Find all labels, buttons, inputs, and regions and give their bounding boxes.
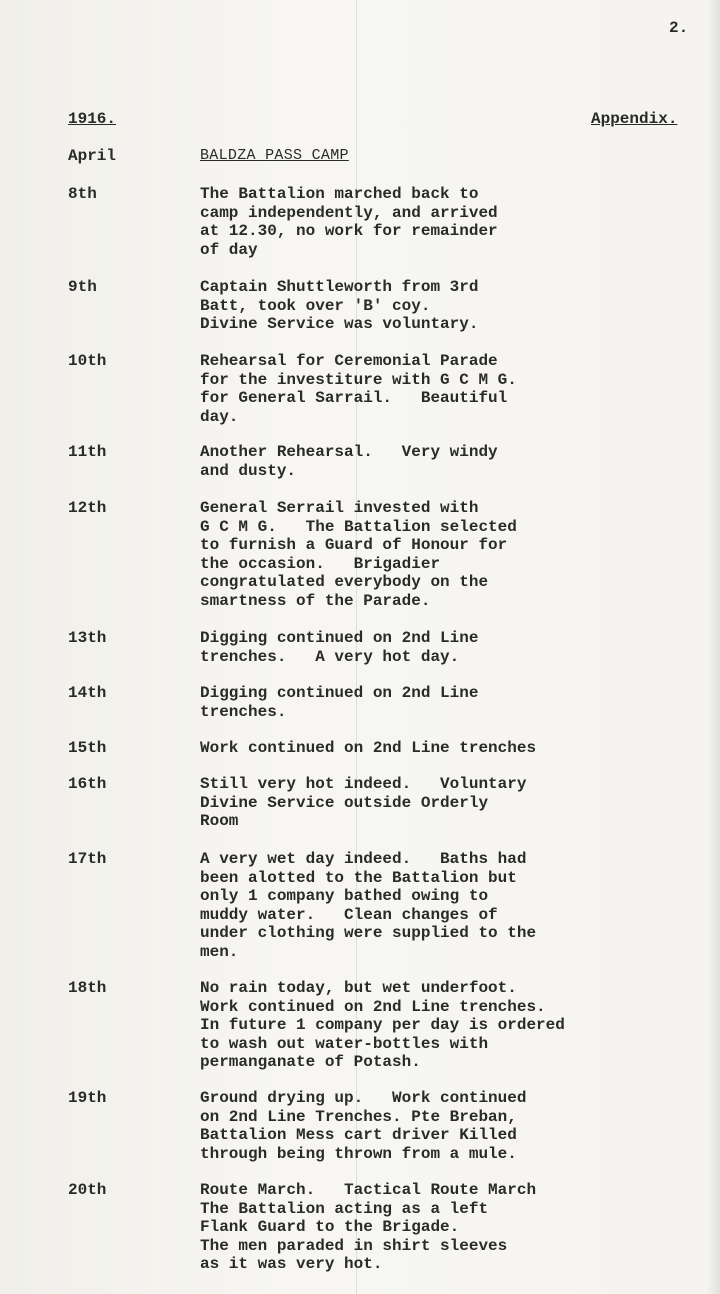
month-label: April — [68, 147, 117, 165]
year-heading: 1916. — [68, 110, 117, 128]
entry-text: Still very hot indeed. Voluntary Divine Service outside Orderly Room — [200, 775, 527, 831]
entry-text: Work continued on 2nd Line trenches — [200, 739, 537, 757]
entry-text: Digging continued on 2nd Line trenches. — [200, 684, 479, 721]
entry-date: 10th — [68, 352, 107, 370]
entry-date: 12th — [68, 499, 107, 517]
page-edge-shadow — [706, 0, 720, 1294]
entry-text: A very wet day indeed. Baths had been alotted to the Battalion but only 1 company bathed owing to muddy water. Clean changes of under clothing were supplied to the men. — [200, 850, 537, 961]
entry-date: 17th — [68, 850, 107, 868]
entry-date: 18th — [68, 979, 107, 997]
entry-text: Digging continued on 2nd Line trenches. A very hot day. — [200, 629, 479, 666]
entry-text: Another Rehearsal. Very windy and dusty. — [200, 443, 498, 480]
entry-date: 8th — [68, 185, 97, 203]
entry-date: 16th — [68, 775, 107, 793]
entry-date: 9th — [68, 278, 97, 296]
entry-date: 11th — [68, 443, 107, 461]
entry-text: No rain today, but wet underfoot. Work continued on 2nd Line trenches. In future 1 company per day is ordered to wash out water-bottles with permanganate of Potash. — [200, 979, 565, 1072]
entry-date: 14th — [68, 684, 107, 702]
entry-text: Ground drying up. Work continued on 2nd Line Trenches. Pte Breban, Battalion Mess cart driver Killed through being thrown from a mule. — [200, 1089, 527, 1163]
entry-text: Rehearsal for Ceremonial Parade for the investiture with G C M G. for General Sarrail. Beautiful day. — [200, 352, 517, 426]
location-heading: BALDZA PASS CAMP — [200, 147, 349, 164]
entry-text: Captain Shuttleworth from 3rd Batt, took over 'B' coy. Divine Service was voluntary. — [200, 278, 479, 334]
entry-text: The Battalion marched back to camp independently, and arrived at 12.30, no work for remainder of day — [200, 185, 498, 259]
entry-date: 20th — [68, 1181, 107, 1199]
entry-date: 13th — [68, 629, 107, 647]
appendix-heading: Appendix. — [591, 110, 678, 128]
entry-text: Route March. Tactical Route March The Battalion acting as a left Flank Guard to the Brigade. The men paraded in shirt sleeves as it was very hot. — [200, 1181, 537, 1274]
entry-date: 19th — [68, 1089, 107, 1107]
entry-date: 15th — [68, 739, 107, 757]
page-number: 2. — [669, 19, 689, 37]
entry-text: General Serrail invested with G C M G. The Battalion selected to furnish a Guard of Honour for the occasion. Brigadier congratulated everybody on the smartness of the Parade. — [200, 499, 517, 610]
